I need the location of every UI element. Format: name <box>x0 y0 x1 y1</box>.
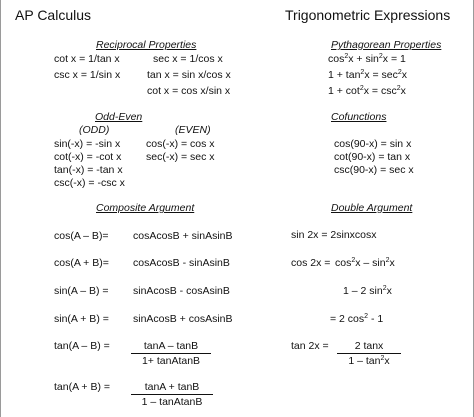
odd-cot: cot(-x) = -cot x <box>54 151 122 163</box>
fraction-numerator: tanA – tanB <box>143 340 199 352</box>
reciprocal-csc: csc x = 1/sin x <box>54 69 121 81</box>
cofunction-sin: cos(90-x) = sin x <box>334 138 412 150</box>
double-cos-alt-1: 1 – 2 $\sin^2x$ <box>343 285 392 297</box>
odd-sin: sin(-x) = -sin x <box>54 138 121 150</box>
composite-rhs-sin-minus: sinAcosB - cosAsinB <box>133 285 230 297</box>
double-title: Double Argument <box>331 202 413 214</box>
composite-title: Composite Argument <box>96 202 195 214</box>
odd-label: (ODD) <box>79 124 110 136</box>
odd-even-title: Odd-Even <box>95 111 143 123</box>
fraction-bar <box>131 394 213 395</box>
odd-tan: tan(-x) = -tan x <box>54 164 123 176</box>
fraction-bar <box>337 353 401 354</box>
even-sec: sec(-x) = sec x <box>146 151 215 163</box>
reciprocal-cot: cot x = 1/tan x <box>54 53 120 65</box>
composite-lhs-sin-minus: sin(A – B) = <box>54 285 109 297</box>
composite-lhs-tan-minus: tan(A – B) = <box>54 340 110 352</box>
double-cos-alt-2: = 2 $\cos^2 - 1$ <box>330 313 384 325</box>
pythagorean-identity-1: $\cos^2x + \sin^2x = 1$ <box>328 53 406 65</box>
even-label: (EVEN) <box>175 124 211 136</box>
sheet-title: Trigonometric Expressions <box>285 7 451 23</box>
double-tan-fraction <box>337 340 401 367</box>
double-cos-rhs: $\cos^2x - \sin^2x$ <box>335 257 395 269</box>
composite-lhs-cos-minus: cos(A – B)= <box>54 230 109 242</box>
reciprocal-tan: tan x = sin x/cos x <box>147 69 231 81</box>
reciprocal-cot-ratio: cot x = cos x/sin x <box>147 85 231 97</box>
composite-rhs-cos-minus: cosAcosB + sinAsinB <box>133 230 233 242</box>
composite-rhs-cos-plus: cosAcosB - sinAsinB <box>133 257 230 269</box>
odd-csc: csc(-x) = -csc x <box>54 177 125 189</box>
reciprocal-title: Reciprocal Properties <box>96 39 197 51</box>
fraction-denominator: 1+ tanAtanB <box>141 355 201 367</box>
composite-lhs-sin-plus: sin(A + B) = <box>54 313 109 325</box>
reciprocal-sec: sec x = 1/cos x <box>153 53 223 65</box>
double-tan-lhs: tan 2x = <box>291 340 329 352</box>
fraction-denominator: $1 - \tan^2x$ <box>348 355 390 367</box>
composite-fraction-tan-minus <box>131 340 211 367</box>
fraction-bar <box>131 353 211 354</box>
even-cos: cos(-x) = cos x <box>146 138 215 150</box>
pythagorean-identity-2: $1 + \tan^2x = \sec^2x$ <box>328 69 408 81</box>
fraction-numerator: 2 tanx <box>354 340 384 352</box>
fraction-numerator: tanA + tanB <box>144 381 200 393</box>
composite-lhs-tan-plus: tan(A + B) = <box>54 381 111 393</box>
course-title: AP Calculus <box>15 7 92 23</box>
cofunction-tan: cot(90-x) = tan x <box>334 151 411 163</box>
pythagorean-title: Pythagorean Properties <box>331 39 442 51</box>
fraction-denominator: 1 – tanAtanB <box>141 396 203 408</box>
pythagorean-identity-3: $1 + \cot^2x = \csc^2x$ <box>328 85 406 97</box>
composite-lhs-cos-plus: cos(A + B)= <box>54 257 109 269</box>
cofunction-sec: csc(90-x) = sec x <box>334 164 414 176</box>
composite-fraction-tan-plus <box>131 381 213 408</box>
double-sin: sin 2x = 2sinxcosx <box>291 229 377 241</box>
double-cos-lhs: cos 2x = <box>291 257 331 269</box>
composite-rhs-sin-plus: sinAcosB + cosAsinB <box>133 313 233 325</box>
cofunctions-title: Cofunctions <box>331 111 387 123</box>
